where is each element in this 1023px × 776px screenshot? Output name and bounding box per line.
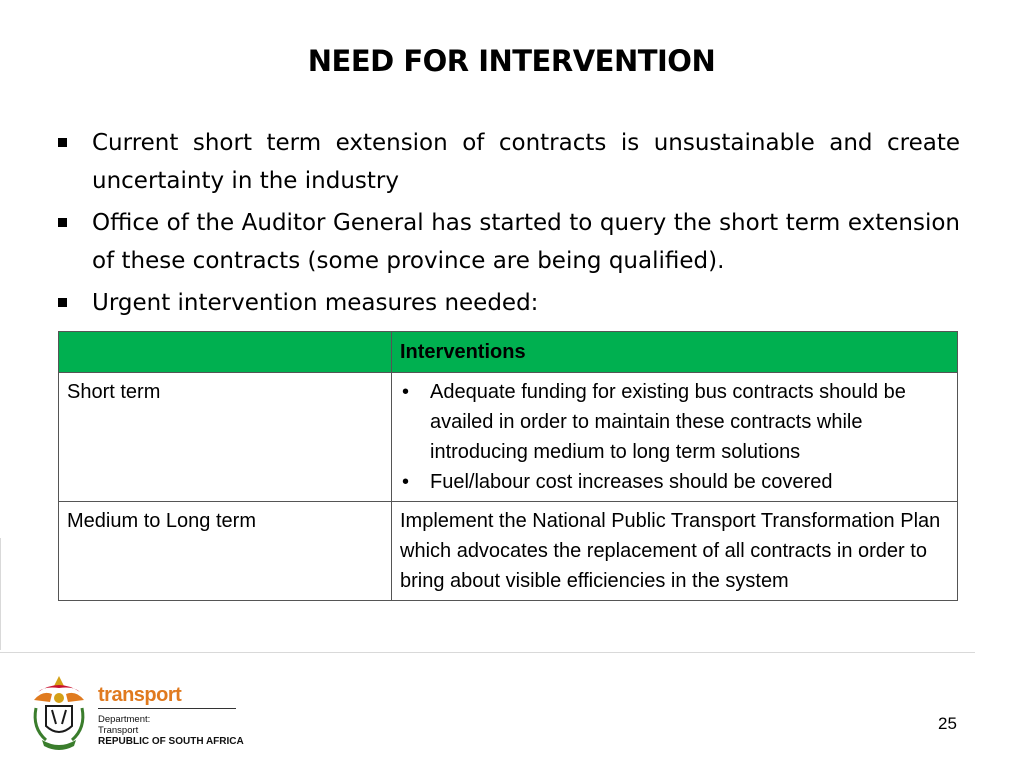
bullet-text: Office of the Auditor General has started to query the short term extension of these contracts (some province are being qualified).	[92, 210, 960, 274]
table-row	[59, 502, 958, 601]
square-bullet-icon	[58, 138, 67, 147]
footer-divider	[0, 652, 975, 653]
interventions-table	[58, 331, 958, 601]
page-number: 25	[938, 714, 957, 733]
brand-block	[98, 684, 244, 748]
intervention-list	[400, 377, 949, 497]
bullet-dot-icon: •	[402, 471, 410, 493]
table-header-interventions: Interventions	[392, 332, 958, 373]
list-item-text: Fuel/labour cost increases should be covered	[430, 471, 833, 493]
bullet-text: Urgent intervention measures needed:	[92, 290, 539, 316]
department-label: Department:	[98, 714, 151, 725]
bullet-item	[56, 284, 960, 322]
bullet-text: Current short term extension of contracts is unsustainable and create uncertainty in the industry	[92, 130, 960, 194]
bullet-list	[56, 124, 960, 326]
intervention-cell	[392, 373, 958, 502]
square-bullet-icon	[58, 298, 67, 307]
list-item	[400, 377, 949, 467]
country-name: REPUBLIC OF SOUTH AFRICA	[98, 736, 244, 747]
table-row	[59, 373, 958, 502]
bullet-item	[56, 204, 960, 280]
table-header-row	[59, 332, 958, 373]
term-cell: Short term	[59, 373, 392, 502]
intervention-cell: Implement the National Public Transport Transformation Plan which advocates the replacement of all contracts in order to bring about visible efficiencies in the system	[392, 502, 958, 601]
department-name: Transport	[98, 725, 139, 736]
bullet-item	[56, 124, 960, 200]
square-bullet-icon	[58, 218, 67, 227]
table-header-empty	[59, 332, 392, 373]
slide-title: NEED FOR INTERVENTION	[307, 44, 716, 78]
list-item-text: Adequate funding for existing bus contracts should be availed in order to maintain these contracts while introducing medium to long term solutions	[430, 381, 906, 463]
list-item	[400, 467, 949, 497]
coat-of-arms-icon	[28, 672, 90, 754]
divider	[0, 538, 1, 650]
brand-name: transport	[98, 684, 182, 706]
bullet-dot-icon: •	[402, 381, 410, 403]
brand-rule	[98, 708, 236, 709]
term-cell: Medium to Long term	[59, 502, 392, 601]
